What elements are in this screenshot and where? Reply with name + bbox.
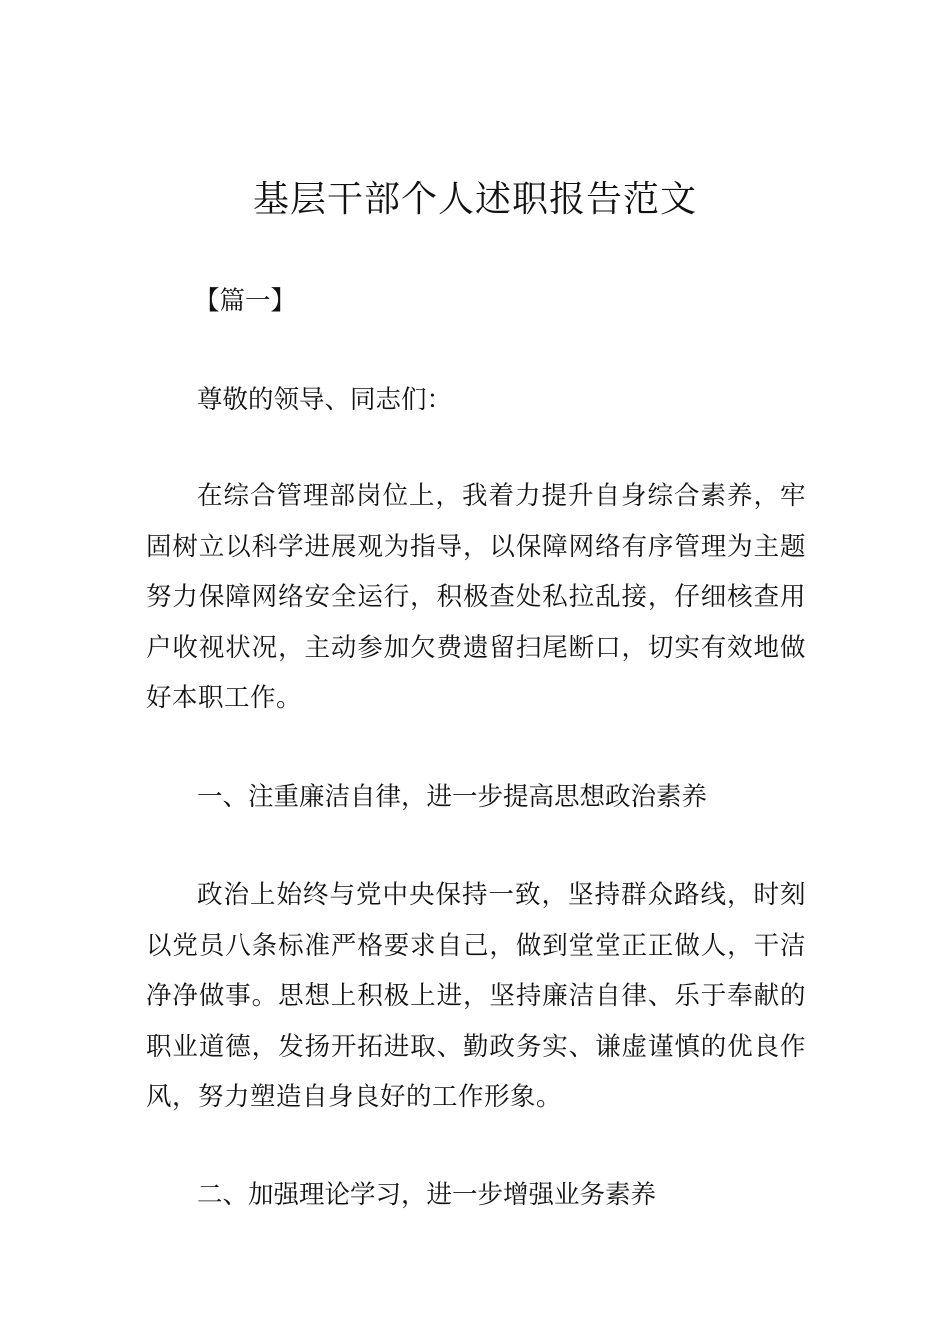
intro-paragraph: 在综合管理部岗位上，我着力提升自身综合素养，牢固树立以科学进展观为指导，以保障网络有序管理为主题努力保障网络安全运行，积极查处私拉乱接，仔细核查用户收视状况，主动参加欠费遗留扫尾断口，切实有效地做好本职工作。: [146, 481, 806, 713]
section-label: 【篇一】: [194, 286, 297, 316]
section-heading-1: 一、注重廉洁自律，进一步提高思想政治素养: [197, 782, 708, 812]
paragraph-1: 政治上始终与党中央保持一致，坚持群众路线，时刻以党员八条标准严格要求自己，做到堂堂正正做人，干洁净净做事。思想上积极上进，坚持廉洁自律、乐于奉献的职业道德，发扬开拓进取、勤政务实、谦虚谨慎的优良作风，努力塑造自身良好的工作形象。: [146, 880, 806, 1112]
salutation: 尊敬的领导、同志们：: [197, 385, 453, 415]
document-title: 基层干部个人述职报告范文: [252, 179, 697, 220]
section-heading-2: 二、加强理论学习，进一步增强业务素养: [197, 1180, 657, 1210]
